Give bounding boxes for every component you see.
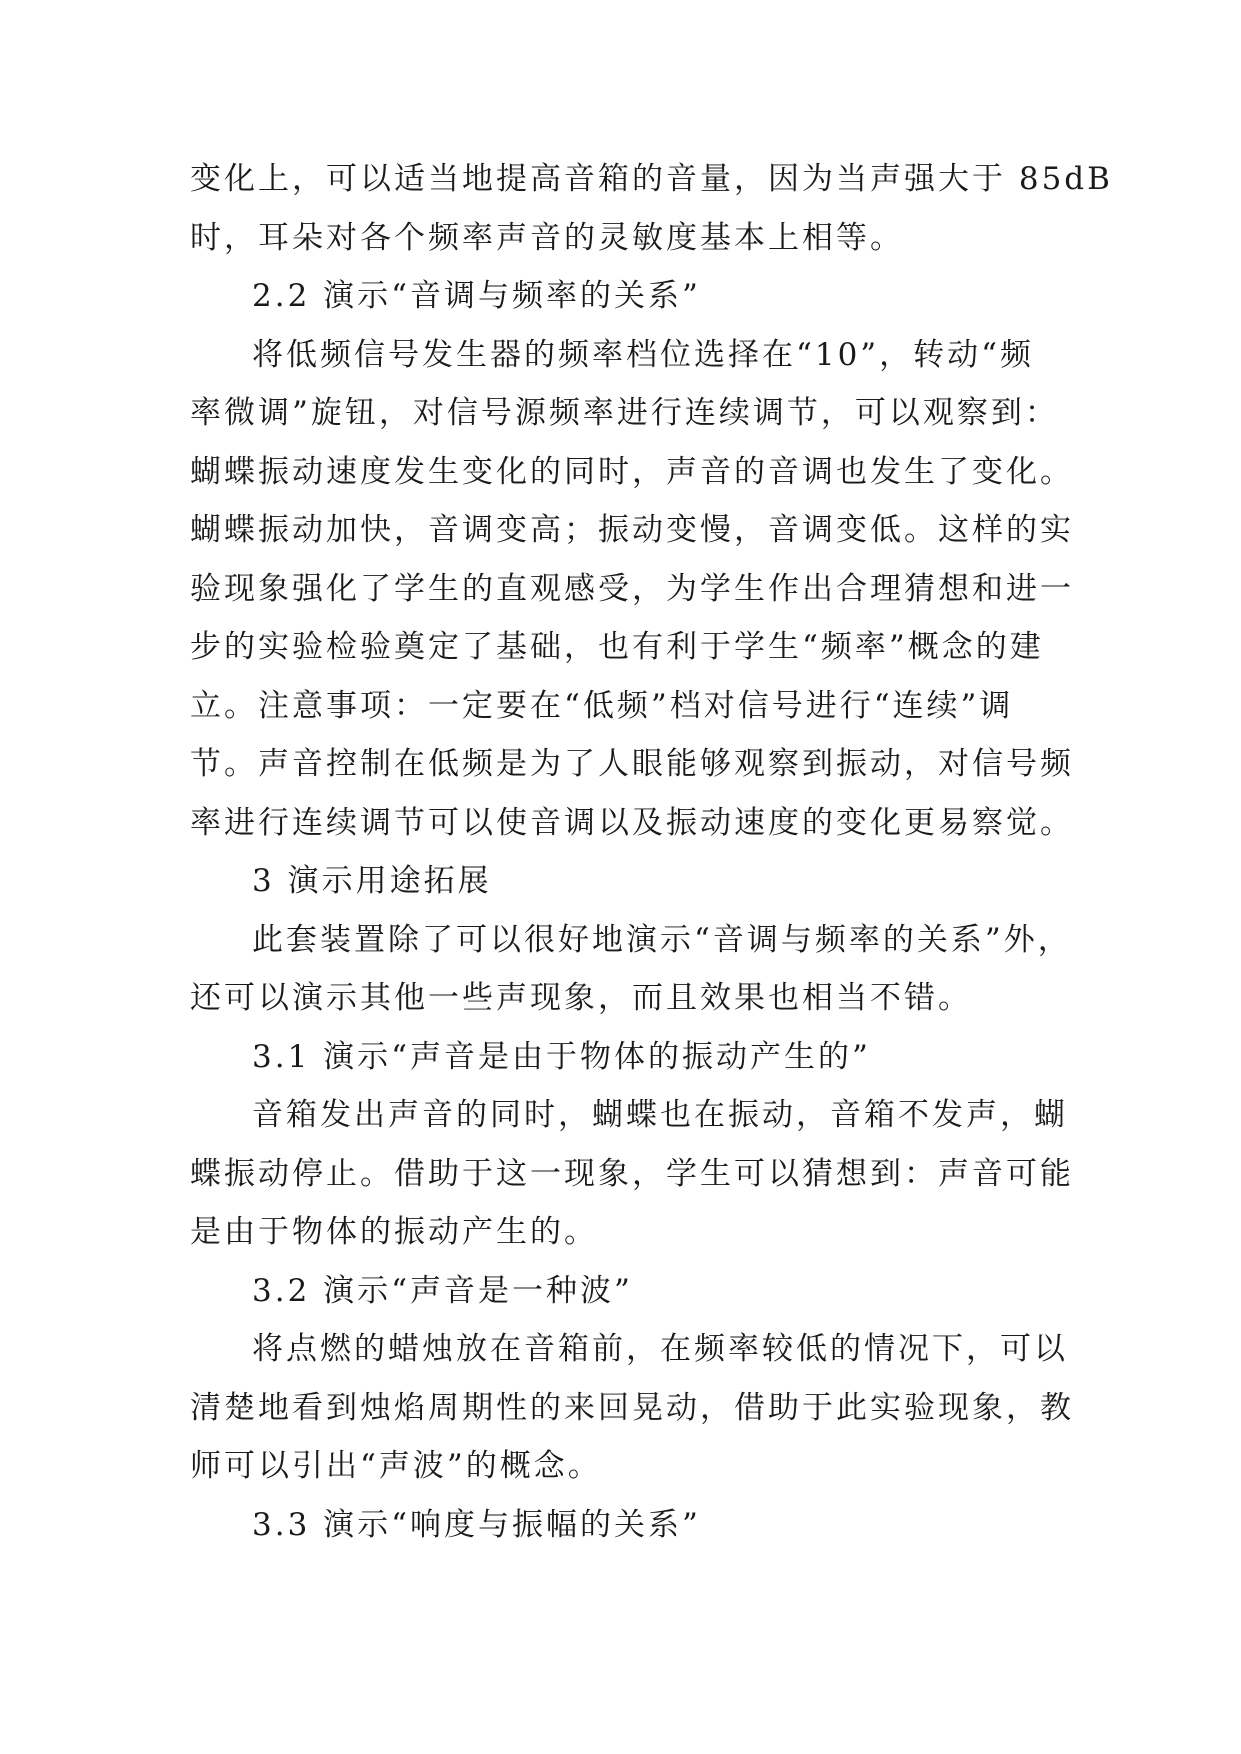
paragraph-line: 是由于物体的振动产生的。 [190,1214,598,1250]
document-page [190,150,1113,1554]
paragraph-line: 蝴蝶振动加快，音调变高；振动变慢，音调变低。这样的实 [190,512,1074,548]
paragraph-line: 时，耳朵对各个频率声音的灵敏度基本上相等。 [190,219,904,256]
paragraph-line: 将点燃的蜡烛放在音箱前，在频率较低的情况下，可以 [252,1331,1068,1367]
paragraph-line: 将低频信号发生器的频率档位选择在“10”，转动“频 [252,336,1034,373]
paragraph-line: 率进行连续调节可以使音调以及振动速度的变化更易察觉。 [190,804,1074,841]
paragraph-line: 步的实验检验奠定了基础，也有利于学生“频率”概念的建 [190,629,1044,665]
section-heading: 3.2 演示“声音是一种波” [252,1272,633,1309]
paragraph-line: 此套装置除了可以很好地演示“音调与频率的关系”外， [252,921,1072,958]
paragraph-line: 清楚地看到烛焰周期性的来回晃动，借助于此实验现象，教 [190,1389,1074,1426]
paragraph-line: 还可以演示其他一些声现象，而且效果也相当不错。 [190,980,972,1016]
paragraph-line: 率微调”旋钮，对信号源频率进行连续调节，可以观察到： [190,395,1059,431]
paragraph-line: 节。声音控制在低频是为了人眼能够观察到振动，对信号频 [190,746,1074,782]
section-heading: 3.1 演示“声音是由于物体的振动产生的” [252,1038,871,1075]
paragraph-line: 音箱发出声音的同时，蝴蝶也在振动，音箱不发声，蝴 [252,1097,1068,1133]
paragraph-line: 蝶振动停止。借助于这一现象，学生可以猜想到：声音可能 [190,1155,1074,1192]
section-heading: 3 演示用途拓展 [252,863,492,899]
paragraph-line: 蝴蝶振动速度发生变化的同时，声音的音调也发生了变化。 [190,453,1074,490]
paragraph-line: 验现象强化了学生的直观感受，为学生作出合理猜想和进一 [190,570,1074,607]
section-heading: 2.2 演示“音调与频率的关系” [252,278,701,314]
paragraph-line: 师可以引出“声波”的概念。 [190,1448,602,1484]
paragraph-line: 立。注意事项：一定要在“低频”档对信号进行“连续”调 [190,687,1014,724]
section-heading: 3.3 演示“响度与振幅的关系” [252,1506,701,1543]
paragraph-line: 变化上，可以适当地提高音箱的音量，因为当声强大于 85dB [190,161,1113,197]
